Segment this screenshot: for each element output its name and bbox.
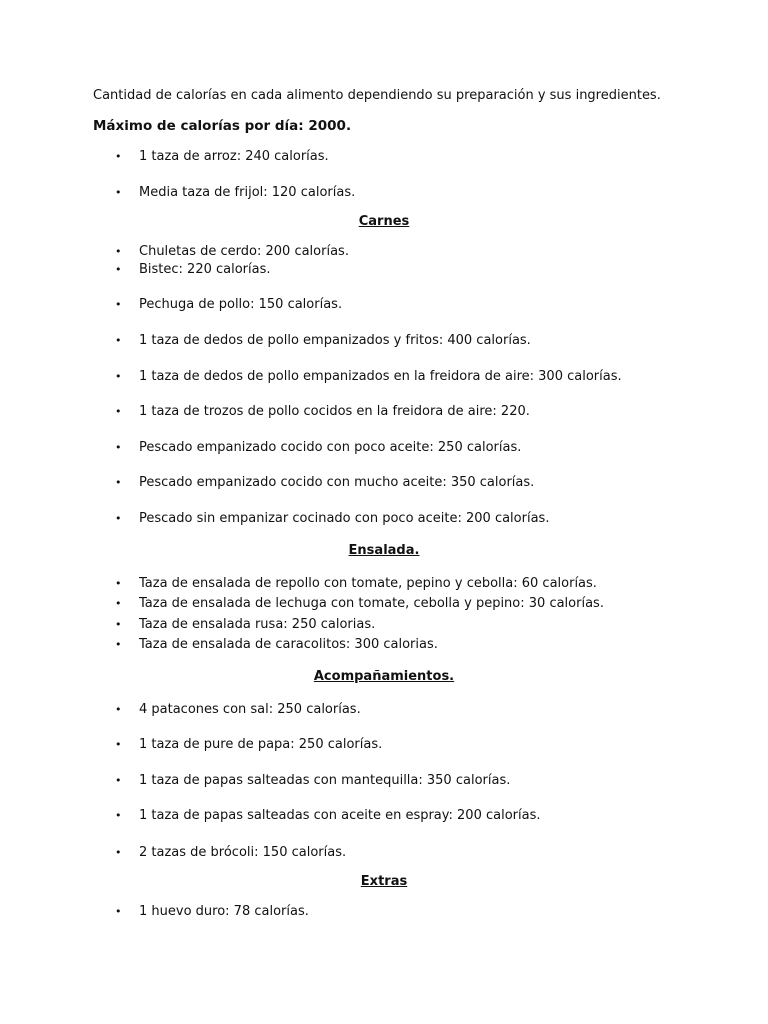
list-item: Taza de ensalada de repollo con tomate, pepino y cebolla: 60 calorías. <box>139 576 597 591</box>
bullet-icon: • <box>115 476 122 489</box>
list-item: 1 taza de dedos de pollo empanizados en la freidora de aire: 300 calorías. <box>139 369 622 384</box>
section-heading-carnes: Carnes <box>358 214 410 229</box>
list-item: 1 taza de papas salteadas con aceite en espray: 200 calorías. <box>139 808 541 823</box>
list-item: 1 taza de pure de papa: 250 calorías. <box>139 737 383 752</box>
bullet-icon: • <box>115 405 122 418</box>
bullet-icon: • <box>115 846 122 859</box>
list-item: Bistec: 220 calorías. <box>139 262 271 277</box>
bullet-icon: • <box>115 577 122 590</box>
bullet-icon: • <box>115 298 122 311</box>
list-item: Pescado empanizado cocido con mucho aceite: 350 calorías. <box>139 475 535 490</box>
list-item: Taza de ensalada rusa: 250 calorias. <box>139 617 376 632</box>
list-item: Pescado empanizado cocido con poco aceite: 250 calorías. <box>139 440 522 455</box>
bullet-icon: • <box>115 370 122 383</box>
intro-text: Cantidad de calorías en cada alimento dependiendo su preparación y sus ingredientes. <box>93 88 661 103</box>
list-item: 1 taza de papas salteadas con mantequilla: 350 calorías. <box>139 773 511 788</box>
section-heading-ensalada: Ensalada. <box>348 543 420 558</box>
bullet-icon: • <box>115 905 122 918</box>
list-item: Taza de ensalada de lechuga con tomate, cebolla y pepino: 30 calorías. <box>139 596 604 611</box>
bullet-icon: • <box>115 441 122 454</box>
bullet-icon: • <box>115 150 122 163</box>
bullet-icon: • <box>115 618 122 631</box>
list-item: Pechuga de pollo: 150 calorías. <box>139 297 343 312</box>
list-item: 1 taza de dedos de pollo empanizados y fritos: 400 calorías. <box>139 333 531 348</box>
max-calories-line: Máximo de calorías por día: 2000. <box>93 118 352 134</box>
list-item: 1 huevo duro: 78 calorías. <box>139 904 309 919</box>
list-item: 1 taza de trozos de pollo cocidos en la freidora de aire: 220. <box>139 404 530 419</box>
section-heading-extras: Extras <box>360 874 408 889</box>
section-heading-acompanamientos: Acompañamientos. <box>313 669 455 684</box>
bullet-icon: • <box>115 186 122 199</box>
bullet-icon: • <box>115 703 122 716</box>
bullet-icon: • <box>115 263 122 276</box>
bullet-icon: • <box>115 245 122 258</box>
bullet-icon: • <box>115 334 122 347</box>
list-item: 1 taza de arroz: 240 calorías. <box>139 149 329 164</box>
bullet-icon: • <box>115 638 122 651</box>
bullet-icon: • <box>115 738 122 751</box>
bullet-icon: • <box>115 774 122 787</box>
bullet-icon: • <box>115 597 122 610</box>
list-item: Taza de ensalada de caracolitos: 300 calorias. <box>139 637 438 652</box>
bullet-icon: • <box>115 512 122 525</box>
list-item: Media taza de frijol: 120 calorías. <box>139 185 356 200</box>
list-item: Pescado sin empanizar cocinado con poco aceite: 200 calorías. <box>139 511 550 526</box>
list-item: 4 patacones con sal: 250 calorías. <box>139 702 361 717</box>
list-item: Chuletas de cerdo: 200 calorías. <box>139 244 349 259</box>
bullet-icon: • <box>115 809 122 822</box>
list-item: 2 tazas de brócoli: 150 calorías. <box>139 845 347 860</box>
